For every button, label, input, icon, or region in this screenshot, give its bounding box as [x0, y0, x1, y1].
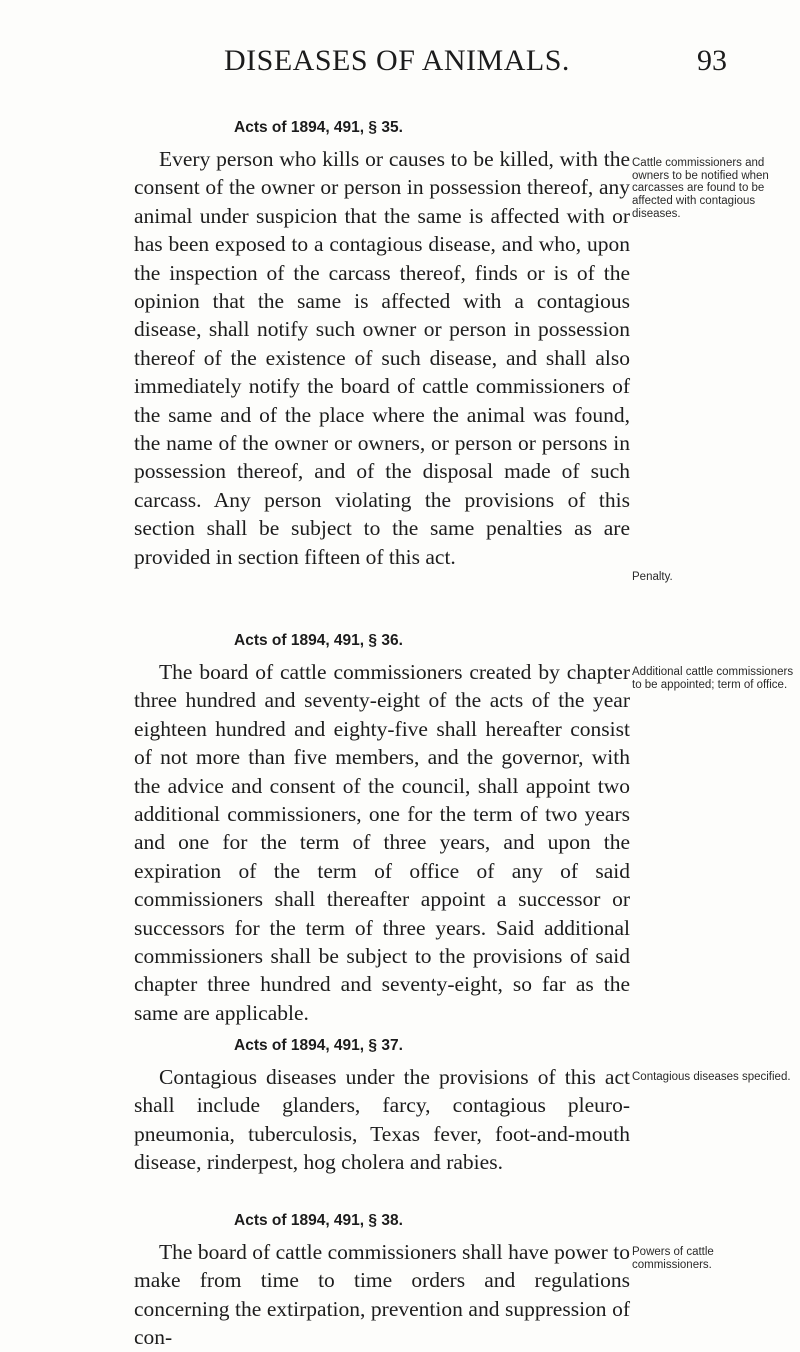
- section-36: [134, 626, 794, 1027]
- margin-note: Contagious diseases specified.: [632, 1071, 791, 1083]
- running-title: DISEASES OF ANIMALS.: [224, 44, 570, 77]
- section-35: [134, 113, 794, 583]
- section-heading: Acts of 1894, 491, § 38.: [234, 1212, 403, 1229]
- section-text: The board of cattle commissioners shall have power to make from time to time orders and regulations concerning the extirpation, prevention and suppression of con-: [134, 1240, 630, 1350]
- running-head: [0, 44, 800, 94]
- section-38: [134, 1206, 794, 1352]
- margin-note: Penalty.: [632, 571, 673, 583]
- section-text: Every person who kills or causes to be killed, with the consent of the owner or person in possession thereof, any animal under suspicion that the same is affected with or has been exposed to a contagious disease, and who, upon the inspection of the carcass thereof, finds or is of the opinion that the same is affected with a contagious disease, shall notify such owner or person in possession thereof of the existence of such disease, and shall also immediately notify the board of cattle commissioners of the same and of the place where the animal was found, the name of the owner or owners, or person or persons in possession thereof, and of the disposal made of such carcass. Any person violating the provisions of this section shall be subject to the same penalties as are provided in section fifteen of this act.: [134, 147, 630, 569]
- margin-note: Powers of cattle commissioners.: [632, 1246, 714, 1271]
- section-heading: Acts of 1894, 491, § 36.: [234, 632, 403, 649]
- margin-note: Additional cattle commissioners to be appointed; term of office.: [632, 666, 794, 691]
- page-number: 93: [697, 44, 727, 77]
- section-text: Contagious diseases under the provisions of this act shall include glanders, farcy, contagious pleuro-pneumonia, tuberculosis, Texas fever, foot-and-mouth disease, rinderpest, hog cholera and rabies.: [134, 1065, 630, 1175]
- section-heading: Acts of 1894, 491, § 35.: [234, 119, 403, 136]
- margin-note: Cattle commissioners and owners to be notified when carcasses are found to be affected with contagious diseases.: [632, 157, 769, 220]
- section-heading: Acts of 1894, 491, § 37.: [234, 1037, 403, 1054]
- section-37: [134, 1031, 794, 1177]
- section-text: The board of cattle commissioners created by chapter three hundred and seventy-eight of the acts of the year eighteen hundred and eighty-five shall hereafter consist of not more than five members, and the governor, with the advice and consent of the council, shall appoint two additional commissioners, one for the term of two years and one for the term of three years, and upon the expiration of the term of office of any of said commissioners shall thereafter appoint a successor or successors for the term of three years. Said additional commissioners shall be subject to the provisions of said chapter three hundred and seventy-eight, so far as the same are applicable.: [134, 660, 630, 1025]
